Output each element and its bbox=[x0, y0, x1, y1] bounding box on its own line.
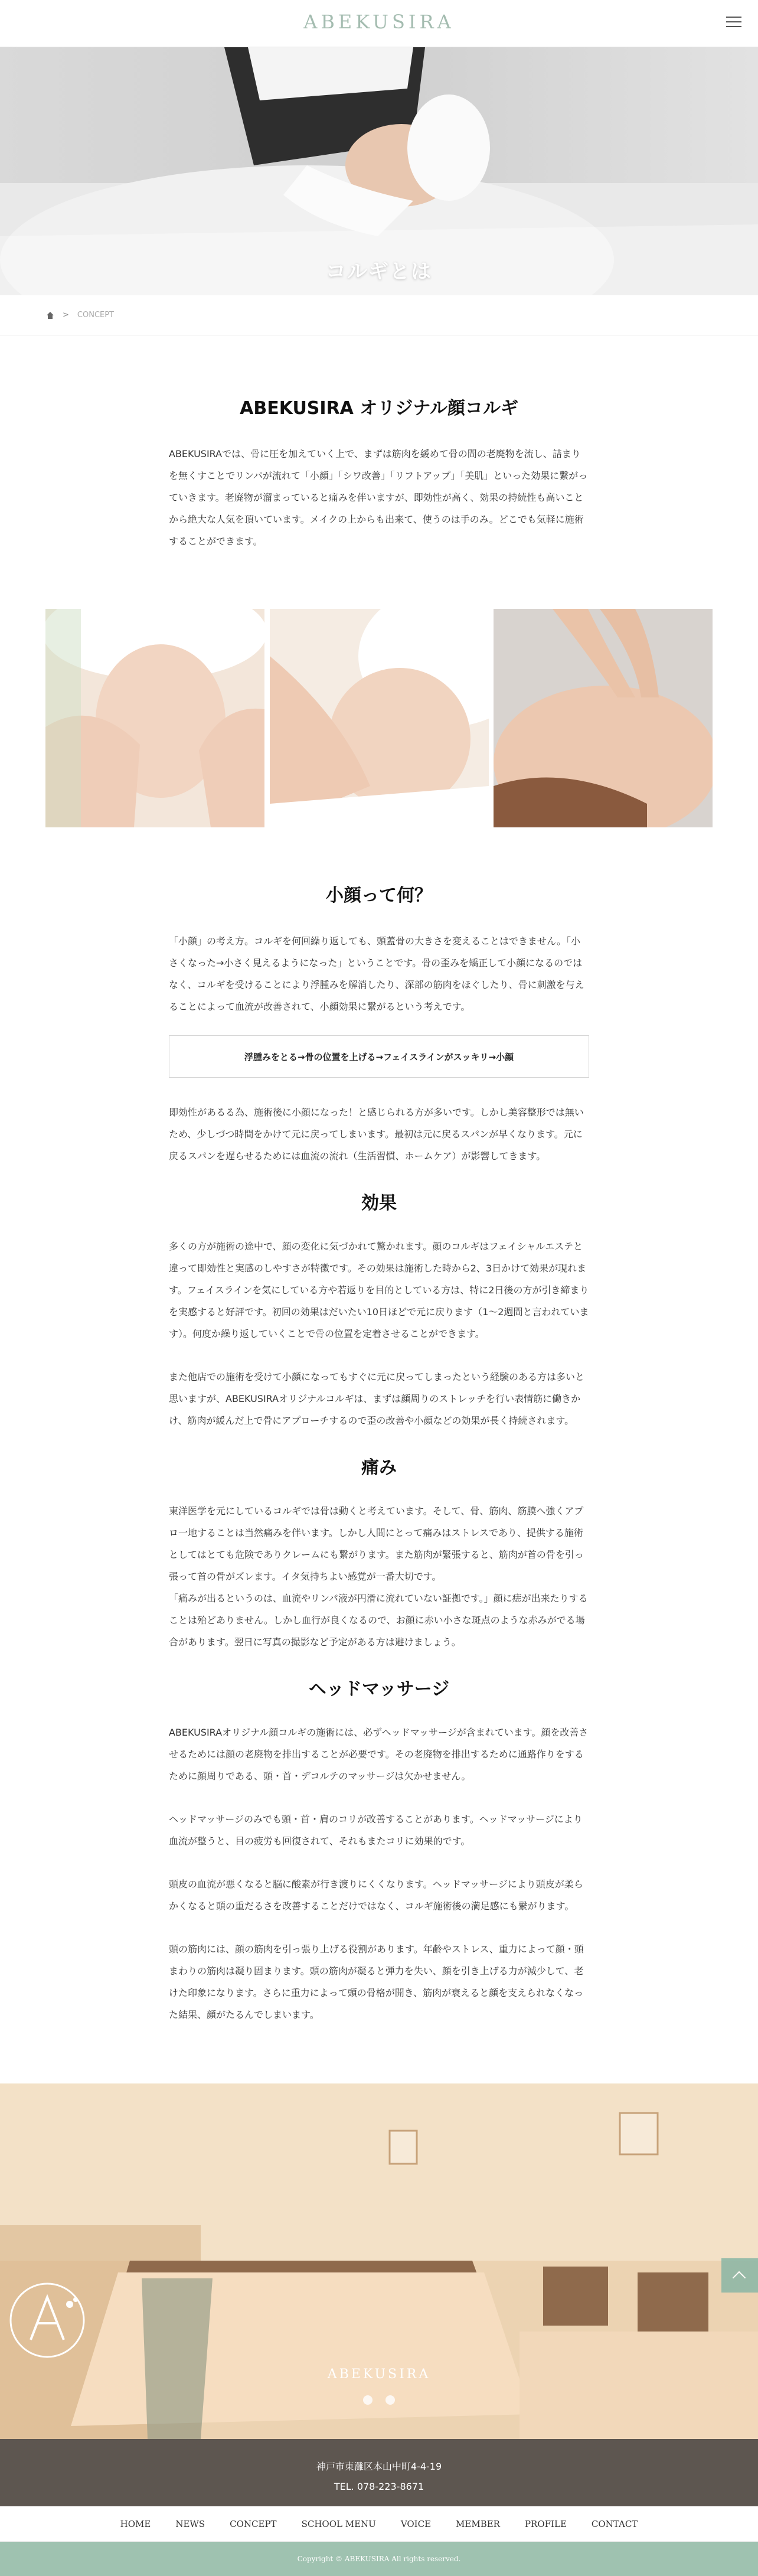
footer-nav-voice[interactable]: VOICE bbox=[400, 2518, 432, 2529]
footer-brand: ABEKUSIRA bbox=[327, 2367, 431, 2382]
footer-nav-contact[interactable]: CONTACT bbox=[591, 2518, 638, 2529]
gallery-photo-1 bbox=[45, 609, 264, 827]
footer-nav-school-menu[interactable]: SCHOOL MENU bbox=[301, 2518, 376, 2529]
footer-logo-emblem-icon bbox=[0, 2276, 94, 2365]
pain-title: 痛み bbox=[361, 1457, 397, 1478]
home-icon[interactable] bbox=[46, 311, 54, 319]
effect-title: 効果 bbox=[361, 1193, 397, 1214]
copyright: Copyright © ABEKUSIRA All rights reserved. bbox=[0, 2542, 758, 2576]
intro-section bbox=[169, 393, 589, 552]
breadcrumb bbox=[0, 295, 758, 335]
gallery-photo-3 bbox=[494, 609, 713, 827]
hero-banner bbox=[0, 47, 758, 295]
footer-nav-profile[interactable]: PROFILE bbox=[524, 2518, 567, 2529]
kogao-paragraph-1: 「小顔」の考え方。コルギを何回繰り返しても、頭蓋骨の大きさを変えることはできません。「小さくなった→小さく見えるようになった」ということです。骨の歪みを矯正して小顔になるのではなく、コルギを受けることにより浮腫みを解消したり、深部の筋肉をほぐしたり、骨に刺激を与えることによって血流が改善されて、小顔効果に繋がるという考えです。 bbox=[169, 935, 584, 1012]
head-massage-section bbox=[169, 1674, 589, 2026]
footer-address: 神戸市東灘区本山中町4-4-19 bbox=[316, 2461, 442, 2472]
photo-gallery bbox=[45, 609, 713, 827]
footer-nav-home[interactable]: HOME bbox=[120, 2518, 151, 2529]
chevron-right-icon: > bbox=[63, 311, 69, 319]
head-massage-title: ヘッドマッサージ bbox=[308, 1679, 450, 1700]
head-paragraph-3: 頭皮の血流が悪くなると脳に酸素が行き渡りにくくなります。ヘッドマッサージにより頭皮が柔らかくなると頭の重だるさを改善することだけではなく、コルギ施術後の満足感にも繋がります。 bbox=[169, 1879, 583, 1912]
social-links bbox=[0, 2395, 758, 2407]
head-paragraph-4: 頭の筋肉には、顔の筋肉を引っ張り上げる役割があります。年齢やストレス、重力によって顔・頭まわりの筋肉は凝り固まります。頭の筋肉が凝ると弾力を失い、顔を引き上げる力が減少して、老けた印象になります。さらに重力によって頭の骨格が開き、筋肉が衰えると顔を支えられなくなった結果、顔がたるんでしまいます。 bbox=[169, 1944, 584, 2020]
footer-banner bbox=[0, 2083, 758, 2439]
effect-paragraph-2: また他店での施術を受けて小顔になってもすぐに元に戻ってしまったという経験のある方は多いと思いますが、ABEKUSIRAオリジナルコルギは、まずは顔周りのストレッチを行い表情筋に働きかけ、筋肉が緩んだ上で骨にアプローチするので歪の改善や小顔などの効果が長く持続されます。 bbox=[169, 1371, 585, 1426]
page-top-button[interactable] bbox=[721, 2258, 758, 2293]
kogao-highlight-box: 浮腫みをとる→骨の位置を上げる→フェイスラインがスッキリ→小顔 bbox=[169, 1035, 589, 1078]
footer-nav-concept[interactable]: CONCEPT bbox=[230, 2518, 277, 2529]
footer-photo bbox=[0, 2083, 758, 2439]
footer-info bbox=[0, 2439, 758, 2506]
footer-nav bbox=[0, 2506, 758, 2542]
intro-title: ABEKUSIRA オリジナル顔コルギ bbox=[240, 398, 518, 419]
pain-paragraph-2: 「痛みが出るというのは、血流やリンパ液が円滑に流れていない証拠です。」顔に痣が出来たりすることは殆どありません。しかし血行が良くなるので、お顔に赤い小さな斑点のような赤みがでる場合があります。翌日に写真の撮影など予定がある方は避けましょう。 bbox=[169, 1593, 588, 1648]
intro-paragraph: ABEKUSIRAでは、骨に圧を加えていく上で、まずは筋肉を緩めて骨の間の老廃物を流し、詰まりを無くすことでリンパが流れて「小顔」「シワ改善」「リフトアップ」「美肌」といった効果に繋がっていきます。老廃物が溜まっていると痛みを伴いますが、即効性が高く、効果の持続性も高いことから絶大な人気を頂いています。メイクの上からも出来て、使うのは手のみ。どこでも気軽に施術することができます。 bbox=[169, 448, 588, 547]
effect-section bbox=[169, 1188, 589, 1432]
footer-nav-member[interactable]: MEMBER bbox=[456, 2518, 500, 2529]
kogao-paragraph-2: 即効性があるる為、施術後に小顔になった！と感じられる方が多いです。しかし美容整形では無いため、少しづつ時間をかけて元に戻ってしまいます。最初は元に戻るスパンが早くなります。元に戻るスパンを遅らせるためには血流の流れ（生活習慣、ホームケア）が影響してきます。 bbox=[169, 1107, 584, 1162]
effect-paragraph-1: 多くの方が施術の途中で、顔の変化に気づかれて驚かれます。顔のコルギはフェイシャルエステと違って即効性と実感のしやすさが特徴です。その効果は施術した時から2、3日かけて効果が現れます。フェイスラインを気にしている方や若返りを目的としている方は、特に2日後の方が引き締まりを実感すると好評です。初回の効果はだいたい10日ほどで元に戻ります（1〜2週間と言われています）。何度か繰り返していくことで骨の位置を定着させることができます。 bbox=[169, 1241, 589, 1339]
kogao-section bbox=[169, 881, 589, 1167]
kogao-title: 小顔って何？ bbox=[326, 885, 432, 906]
footer-tel[interactable]: TEL. 078-223-8671 bbox=[334, 2481, 424, 2492]
head-paragraph-2: ヘッドマッサージのみでも頭・首・肩のコリが改善することがあります。ヘッドマッサージにより血流が整うと、目の疲労も回復されて、それもまたコリに効果的です。 bbox=[169, 1814, 583, 1847]
hamburger-menu-icon[interactable] bbox=[726, 17, 741, 30]
breadcrumb-current: CONCEPT bbox=[77, 311, 115, 319]
gallery-photo-2 bbox=[270, 609, 489, 827]
facebook-icon[interactable] bbox=[385, 2395, 395, 2405]
instagram-icon[interactable] bbox=[363, 2395, 373, 2405]
footer-nav-news[interactable]: NEWS bbox=[175, 2518, 205, 2529]
pain-section bbox=[169, 1453, 589, 1653]
pain-paragraph-1: 東洋医学を元にしているコルギでは骨は動くと考えています。そして、骨、筋肉、筋膜へ強くアプロ一地することは当然痛みを伴います。しかし人間にとって痛みはストレスであり、提供する施術としてはとても危険でありクレームにも繋がります。また筋肉が緊張すると、筋肉が首の骨を引っ張って首の骨がズレます。イタ気持ちよい感覚が一番大切です。 bbox=[169, 1505, 584, 1582]
head-paragraph-1: ABEKUSIRAオリジナル顔コルギの施術には、必ずヘッドマッサージが含まれています。顔を改善させるためには顔の老廃物を排出することが必要です。その老廃物を排出するために通路作りをするために顔周りである、頭・首・デコルテのマッサージは欠かせません。 bbox=[169, 1727, 589, 1782]
page-title: コルギとは bbox=[326, 260, 432, 283]
site-logo[interactable]: ABEKUSIRA bbox=[303, 11, 455, 33]
site-header bbox=[0, 0, 758, 47]
